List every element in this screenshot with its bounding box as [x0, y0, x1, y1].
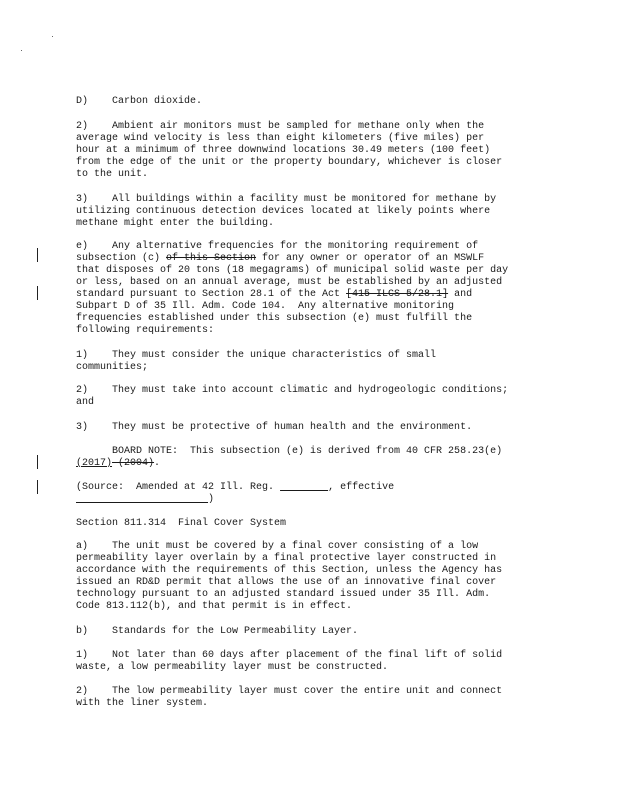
paragraph-2-line: average wind velocity is less than eight kilometers (five miles) per	[76, 133, 485, 144]
revision-bar	[37, 286, 38, 300]
deleted-text: (2004)	[112, 458, 155, 469]
text-run: )	[208, 494, 215, 505]
subsection-b-heading: b) Standards for the Low Permeability Layer.	[76, 626, 359, 637]
board-note-line: BOARD NOTE: This subsection (e) is derived from 40 CFR 258.23(e)	[76, 446, 503, 457]
source-note-line	[76, 482, 394, 494]
subsection-e-line: frequencies established under this subsection (e) must fulfill the	[76, 313, 473, 324]
scan-speck	[52, 36, 53, 37]
deleted-text: of this Section	[166, 253, 257, 264]
subsection-e-line: following requirements:	[76, 325, 215, 336]
text-run: (Source: Amended at 42 Ill. Reg.	[76, 482, 281, 493]
source-note-line	[76, 494, 214, 506]
paragraph-2-line: hour at a minimum of three downwind locations 30.49 meters (100 feet)	[76, 145, 491, 156]
blank-field	[280, 482, 328, 493]
text-run: standard pursuant to Section 28.1 of the Act	[76, 289, 347, 300]
text-run: for any owner or operator of an MSWLF	[256, 253, 485, 264]
subsection-a-line: technology pursuant to an adjusted standard issued under 35 Ill. Adm.	[76, 589, 491, 600]
text-run: .	[154, 458, 161, 469]
revision-bar	[37, 455, 38, 469]
subsection-a-line: permeability layer overlain by a final protective layer constructed in	[76, 553, 497, 564]
item-d: D) Carbon dioxide.	[76, 96, 203, 107]
subsection-a-line: accordance with the requirements of this Section, unless the Agency has	[76, 565, 503, 576]
paragraph-3-line: 3) All buildings within a facility must be monitored for methane by	[76, 194, 497, 205]
requirement-2-line: 2) They must take into account climatic and hydrogeologic conditions;	[76, 385, 509, 396]
paragraph-2-line: 2) Ambient air monitors must be sampled for methane only when the	[76, 121, 485, 132]
requirement-2-line: and	[76, 397, 95, 408]
board-note-line	[76, 458, 160, 470]
revision-bar	[37, 480, 38, 494]
text-run: , effective	[328, 482, 395, 493]
blank-field	[76, 494, 208, 505]
subsection-e-line: or less, based on an annual average, must be established by an adjusted	[76, 277, 503, 288]
requirement-1-line: 1) They must consider the unique characteristics of small	[76, 350, 437, 361]
subsection-e-line: Subpart D of 35 Ill. Adm. Code 104. Any alternative monitoring	[76, 301, 455, 312]
requirement-3-line: 3) They must be protective of human health and the environment.	[76, 422, 473, 433]
subsection-e-line	[76, 253, 484, 265]
paragraph-3-line: utilizing continuous detection devices located at likely points where	[76, 206, 491, 217]
subsection-b1-line: 1) Not later than 60 days after placement of the final lift of solid	[76, 650, 503, 661]
paragraph-3-line: methane might enter the building.	[76, 218, 275, 229]
requirement-1-line: communities;	[76, 362, 149, 373]
subsection-b2-line: 2) The low permeability layer must cover the entire unit and connect	[76, 686, 503, 697]
subsection-e-line: e) Any alternative frequencies for the monitoring requirement of	[76, 241, 479, 252]
added-text: (2017)	[76, 458, 113, 469]
subsection-a-line: issued an RD&D permit that allows the use of an innovative final cover	[76, 577, 497, 588]
subsection-b2-line: with the liner system.	[76, 698, 209, 709]
subsection-e-line: that disposes of 20 tons (18 megagrams) of municipal solid waste per day	[76, 265, 509, 276]
deleted-text: [415 ILCS 5/28.1]	[346, 289, 449, 300]
paragraph-2-line: from the edge of the unit or the property boundary, whichever is closer	[76, 157, 503, 168]
subsection-b1-line: waste, a low permeability layer must be constructed.	[76, 662, 389, 673]
revision-bar	[37, 248, 38, 262]
section-heading: Section 811.314 Final Cover System	[76, 518, 287, 529]
scan-speck	[21, 50, 22, 51]
subsection-a-line: a) The unit must be covered by a final cover consisting of a low	[76, 541, 479, 552]
paragraph-2-line: to the unit.	[76, 169, 149, 180]
text-run: subsection (c)	[76, 253, 167, 264]
subsection-e-line	[76, 289, 472, 301]
subsection-a-line: Code 813.112(b), and that permit is in effect.	[76, 601, 353, 612]
text-run: and	[448, 289, 473, 300]
